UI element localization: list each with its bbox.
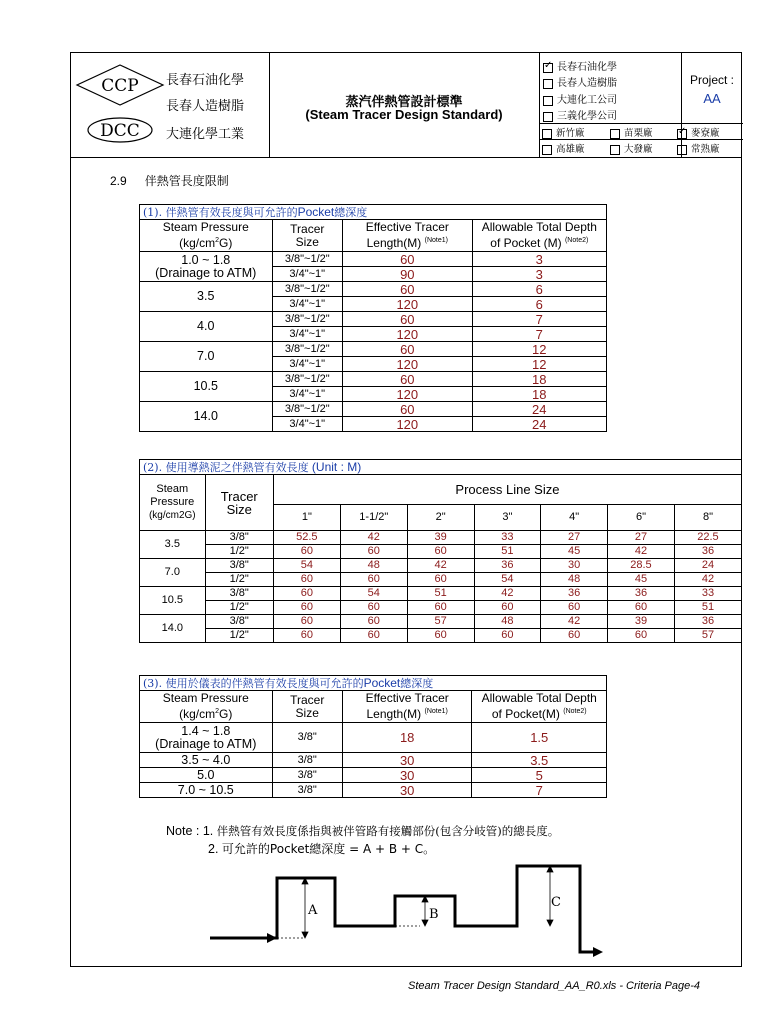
length-cell: 60: [273, 629, 340, 643]
length-cell: 51: [474, 545, 541, 559]
header-pressure: Steam Pressure (kg/cm2G): [140, 475, 206, 531]
heat-cement-table: [139, 459, 742, 643]
header-pressure: Steam Pressure $(kg/cm^2G)$: [140, 691, 273, 723]
depth-cell: 3: [472, 252, 606, 267]
title-english: (Steam Tracer Design Standard): [305, 107, 503, 122]
depth-cell: 7: [472, 312, 606, 327]
length-cell: 42: [407, 559, 474, 573]
table-row: [140, 402, 607, 417]
table-row: [140, 531, 742, 545]
table-row: [140, 783, 607, 798]
svg-text:CCP: CCP: [101, 76, 139, 96]
table-row: [140, 559, 742, 573]
tracer-size-cell: 1/2": [205, 545, 273, 559]
tracer-size-cell: 1/2": [205, 573, 273, 587]
length-cell: 60: [343, 312, 473, 327]
length-cell: 60: [541, 601, 608, 615]
checkbox-icon[interactable]: [543, 79, 553, 89]
length-cell: 60: [541, 629, 608, 643]
length-cell: 120: [343, 417, 473, 432]
line-size-header: 1": [273, 505, 340, 531]
line-size-header: 2": [407, 505, 474, 531]
length-cell: 48: [541, 573, 608, 587]
table-row: [140, 587, 742, 601]
label-a: A: [308, 903, 318, 918]
depth-cell: 24: [472, 402, 606, 417]
length-cell: 60: [343, 252, 473, 267]
length-cell: 60: [273, 615, 340, 629]
length-cell: 42: [474, 587, 541, 601]
header-pressure: Steam Pressure $(kg/cm^2G)$: [140, 220, 273, 252]
line-size-header: 3": [474, 505, 541, 531]
length-cell: 52.5: [273, 531, 340, 545]
length-cell: 60: [273, 545, 340, 559]
depth-cell: 3: [472, 267, 606, 282]
tracer-size-cell: 3/8": [205, 615, 273, 629]
length-cell: 54: [474, 573, 541, 587]
length-cell: 60: [407, 573, 474, 587]
tracer-size-cell: 3/8"~1/2": [272, 342, 343, 357]
length-cell: 60: [340, 573, 407, 587]
length-cell: 51: [674, 601, 741, 615]
plant-check-3: ✓麥寮廠: [677, 125, 720, 139]
depth-cell: 12: [472, 357, 606, 372]
length-cell: 90: [343, 267, 473, 282]
table-row: [140, 601, 742, 615]
length-cell: 60: [407, 629, 474, 643]
table1-body: [140, 252, 607, 432]
length-cell: 27: [541, 531, 608, 545]
length-cell: 57: [674, 629, 741, 643]
length-cell: 48: [340, 559, 407, 573]
pressure-cell: 14.0: [140, 615, 206, 643]
depth-cell: 5: [472, 768, 607, 783]
tracer-size-cell: 3/8": [272, 768, 342, 783]
line-size-header: 4": [541, 505, 608, 531]
pressure-cell: 1.4 ~ 1.8 (Drainage to ATM): [140, 723, 273, 753]
depth-cell: 18: [472, 387, 606, 402]
length-cell: 48: [474, 615, 541, 629]
company-line-3: 大連化學工業: [166, 127, 245, 142]
divider: [681, 123, 743, 124]
divider: [539, 139, 681, 140]
table3-caption: (3). 使用於儀表的伴熱管有效長度與可允許的Pocket總深度: [140, 676, 607, 691]
label-b: B: [429, 907, 439, 922]
length-cell: 60: [407, 601, 474, 615]
tracer-size-cell: 3/8"~1/2": [272, 282, 343, 297]
length-cell: 120: [343, 327, 473, 342]
depth-cell: 6: [472, 282, 606, 297]
pocket-depth-diagram: [205, 860, 625, 960]
depth-cell: 7: [472, 327, 606, 342]
pressure-cell: 7.0: [140, 559, 206, 587]
page-footer: Steam Tracer Design Standard_AA_R0.xls - Criteria Page-4: [408, 980, 701, 992]
length-cell: 60: [407, 545, 474, 559]
company-line-1: 長春石油化學: [166, 73, 245, 88]
divider: [539, 123, 681, 124]
length-cell: 60: [608, 629, 675, 643]
pressure-cell: 3.5 ~ 4.0: [140, 753, 273, 768]
project-block: [681, 53, 743, 157]
length-cell: 60: [343, 372, 473, 387]
pressure-cell: 3.5: [140, 531, 206, 559]
depth-cell: 3.5: [472, 753, 607, 768]
title-block: [269, 53, 540, 157]
length-cell: 33: [674, 587, 741, 601]
length-cell: 60: [343, 402, 473, 417]
company-line-2: 長春人造樹脂: [166, 99, 245, 114]
length-cell: 30: [541, 559, 608, 573]
length-cell: 57: [407, 615, 474, 629]
tracer-length-table: [139, 204, 607, 432]
tracer-size-cell: 3/4"~1": [272, 387, 343, 402]
table-row: [140, 252, 607, 267]
length-cell: 30: [342, 783, 472, 798]
table2-body: [140, 531, 742, 643]
line-size-header: 6": [608, 505, 675, 531]
length-cell: 27: [608, 531, 675, 545]
tracer-size-cell: 3/8": [272, 753, 342, 768]
note-1: Note : 1. 伴熱管有效長度係指與被伴管路有接觸部份(包含分岐管)的總長度。: [166, 824, 560, 838]
checkbox-icon[interactable]: [543, 112, 553, 122]
length-cell: 45: [608, 573, 675, 587]
length-cell: 30: [342, 753, 472, 768]
depth-cell: 1.5: [472, 723, 607, 753]
tracer-size-cell: 3/4"~1": [272, 417, 343, 432]
company-check-4: 三義化學公司: [543, 107, 617, 122]
depth-cell: 7: [472, 783, 607, 798]
table-row: [140, 372, 607, 387]
length-cell: 60: [608, 601, 675, 615]
checkbox-icon[interactable]: [542, 145, 552, 155]
length-cell: 60: [340, 601, 407, 615]
tracer-size-cell: 1/2": [205, 601, 273, 615]
header-tracer-size: Tracer Size: [272, 220, 343, 252]
title-chinese: 蒸汽伴熱管設計標準: [345, 95, 463, 110]
table-row: [140, 768, 607, 783]
header-depth: Allowable Total Depth of Pocket(M) $^{(Note2)}$: [472, 691, 607, 723]
depth-cell: 18: [472, 372, 606, 387]
line-size-header: 8": [674, 505, 741, 531]
pressure-cell: 10.5: [140, 587, 206, 615]
checkbox-checked-icon[interactable]: [543, 63, 553, 73]
checkbox-icon[interactable]: [543, 96, 553, 106]
length-cell: 24: [674, 559, 741, 573]
length-cell: 51: [407, 587, 474, 601]
table1-caption: (1). 伴熱管有效長度與可允許的Pocket總深度: [140, 205, 607, 220]
checkbox-checked-icon[interactable]: [677, 129, 687, 139]
company-checkbox-block: [539, 53, 682, 157]
tracer-size-cell: 3/4"~1": [272, 267, 343, 282]
length-cell: 60: [474, 629, 541, 643]
checkbox-icon[interactable]: [677, 145, 687, 155]
length-cell: 60: [474, 601, 541, 615]
checkbox-icon[interactable]: [610, 145, 620, 155]
length-cell: 60: [340, 629, 407, 643]
length-cell: 60: [340, 615, 407, 629]
note-2: 2. 可允許的Pocket總深度 = A + B + C。: [208, 842, 436, 856]
table-row: [140, 615, 742, 629]
plant-check-2: 苗栗廠: [610, 125, 653, 139]
tracer-size-cell: 3/8"~1/2": [272, 312, 343, 327]
tracer-size-cell: 3/8"~1/2": [272, 402, 343, 417]
label-c: C: [551, 895, 561, 910]
header-length: Effective Tracer Length(M) $^{(Note1)}$: [342, 691, 472, 723]
length-cell: 39: [608, 615, 675, 629]
length-cell: 120: [343, 387, 473, 402]
pressure-cell: 1.0 ~ 1.8 (Drainage to ATM): [140, 252, 273, 282]
company-check-2: 長春人造樹脂: [543, 74, 617, 89]
pressure-cell: 4.0: [140, 312, 273, 342]
dcc-logo: [86, 115, 154, 145]
project-value: AA: [703, 91, 721, 106]
table-row: [140, 573, 742, 587]
tracer-size-cell: 3/8": [205, 559, 273, 573]
table-row: [140, 282, 607, 297]
length-cell: 28.5: [608, 559, 675, 573]
pressure-cell: 14.0: [140, 402, 273, 432]
pressure-cell: 5.0: [140, 768, 273, 783]
length-cell: 60: [343, 282, 473, 297]
table-row: [140, 312, 607, 327]
document-header: [71, 53, 741, 158]
table2-caption: (2). 使用導熱泥之伴熱管有效長度 (Unit : M): [140, 460, 742, 475]
plant-check-6: 常熟廠: [677, 141, 720, 155]
tracer-size-cell: 3/8": [272, 723, 342, 753]
divider: [681, 139, 743, 140]
length-cell: 36: [674, 545, 741, 559]
tracer-size-cell: 3/8": [205, 587, 273, 601]
checkbox-icon[interactable]: [610, 129, 620, 139]
depth-cell: 24: [472, 417, 606, 432]
length-cell: 60: [273, 601, 340, 615]
table-row: [140, 545, 742, 559]
tracer-size-cell: 3/4"~1": [272, 357, 343, 372]
length-cell: 42: [608, 545, 675, 559]
length-cell: 60: [273, 573, 340, 587]
table-row: [140, 753, 607, 768]
pressure-cell: 10.5: [140, 372, 273, 402]
length-cell: 120: [343, 297, 473, 312]
length-cell: 42: [674, 573, 741, 587]
length-cell: 36: [608, 587, 675, 601]
tracer-size-cell: 3/8"~1/2": [272, 252, 343, 267]
section-heading: 2.9 伴熱管長度限制: [110, 174, 229, 188]
length-cell: 30: [342, 768, 472, 783]
length-cell: 42: [340, 531, 407, 545]
table-row: [140, 723, 607, 753]
line-size-header: 1-1/2": [340, 505, 407, 531]
length-cell: 39: [407, 531, 474, 545]
length-cell: 22.5: [674, 531, 741, 545]
tracer-size-cell: 3/4"~1": [272, 327, 343, 342]
header-length: Effective Tracer Length(M) $^{(Note1)}$: [343, 220, 473, 252]
company-check-1: ✓長春石油化學: [543, 58, 617, 73]
pressure-cell: 7.0 ~ 10.5: [140, 783, 273, 798]
plant-check-1: 新竹廠: [542, 125, 585, 139]
pressure-cell: 3.5: [140, 282, 273, 312]
header-process-line-size: Process Line Size: [273, 475, 741, 505]
length-cell: 60: [340, 545, 407, 559]
length-cell: 60: [343, 342, 473, 357]
tracer-size-cell: 1/2": [205, 629, 273, 643]
depth-cell: 12: [472, 342, 606, 357]
header-tracer-size: Tracer Size: [272, 691, 342, 723]
project-label: Project :: [689, 73, 734, 87]
tracer-size-cell: 3/4"~1": [272, 297, 343, 312]
length-cell: 36: [541, 587, 608, 601]
length-cell: 54: [273, 559, 340, 573]
header-depth: Allowable Total Depth of Pocket (M) $^{(Note2)}$: [472, 220, 606, 252]
length-cell: 33: [474, 531, 541, 545]
length-cell: 18: [342, 723, 472, 753]
table-row: [140, 342, 607, 357]
tracer-size-cell: 3/8": [272, 783, 342, 798]
header-tracer-size: Tracer Size: [205, 475, 273, 531]
logo-block: [71, 53, 270, 157]
instrument-tracer-table: [139, 675, 607, 798]
plant-check-4: 高雄廠: [542, 141, 585, 155]
pressure-cell: 7.0: [140, 342, 273, 372]
ccp-logo: [75, 63, 165, 107]
length-cell: 42: [541, 615, 608, 629]
checkbox-icon[interactable]: [542, 129, 552, 139]
length-cell: 120: [343, 357, 473, 372]
arrow-out-icon: [593, 947, 603, 957]
length-cell: 54: [340, 587, 407, 601]
table-row: [140, 629, 742, 643]
length-cell: 60: [273, 587, 340, 601]
company-check-3: 大連化工公司: [543, 91, 617, 106]
tracer-size-cell: 3/8"~1/2": [272, 372, 343, 387]
length-cell: 36: [674, 615, 741, 629]
depth-cell: 6: [472, 297, 606, 312]
length-cell: 36: [474, 559, 541, 573]
tracer-size-cell: 3/8": [205, 531, 273, 545]
table3-body: [140, 723, 607, 798]
plant-check-5: 大發廠: [610, 141, 653, 155]
svg-text:DCC: DCC: [100, 121, 140, 141]
length-cell: 45: [541, 545, 608, 559]
